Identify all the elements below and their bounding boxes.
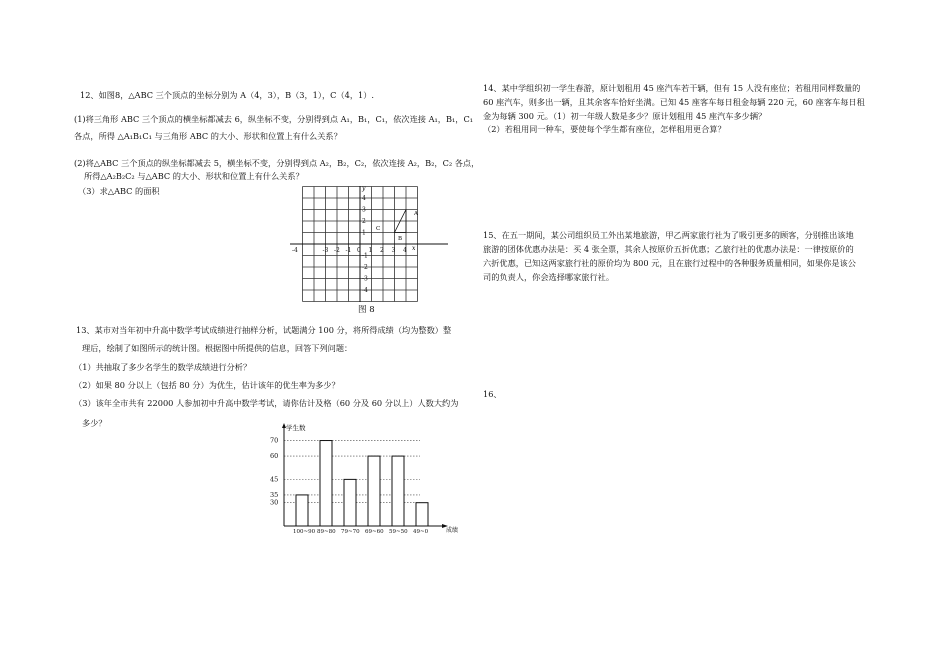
q15-line3: 六折优惠，已知这两家旅行社的原价均为 800 元，且在旅行过程中的各种服务质量相同，如果你是该公 [483,258,856,268]
y-tick-label: 4 [362,195,366,202]
y-axis-title: 学生数 [286,424,306,432]
q15-line4: 司的负责人，你会选择哪家旅行社。 [483,272,615,282]
q13-part3: （3）该年全市共有 22000 人参加初中升高中数学考试，请你估计及格（60 分及 60 分以上）人数大约为 [74,398,459,408]
y-axis-label: y [362,185,366,192]
q12-part2-line2: 所得△A₂B₂C₂ 与△ABC 的大小、形状和位置上有什么关系？ [84,171,304,181]
x-tick-label: -2 [334,247,340,254]
q14-line1: 14、某中学组织初一学生春游，原计划租用 45 座汽车若干辆，但有 15 人没有座位；若租用同样数量的 [483,83,861,93]
bar-79~70 [344,479,356,526]
x-tick-label: 89~80 [317,529,336,534]
x-tick-label: 1 [368,247,373,254]
x-tick-label: 4 [403,247,407,254]
q13-heading: 13、某市对当年初中升高中数学考试成绩进行抽样分析，试题满分 100 分，将所得成绩（均为整数）整 [76,325,452,335]
q15-line2: 旅游的团体优惠办法是：买 4 张全票，其余人按原价五折优惠；乙旅行社的优惠办法是：一律按原价的 [483,244,854,254]
y-tick-label: -3 [362,275,368,283]
x-tick-label: 0 [357,247,361,254]
point-a-label: A [414,211,418,217]
y-tick-label: 2 [362,218,366,225]
x-axis-label: x [412,245,416,252]
y-tick-label: -1 [362,252,368,260]
q14-line2: 60 座汽车，则多出一辆，且其余客车恰好坐满。已知 45 座客车每日租金每辆 220 元，60 座客车每日租 [483,97,865,107]
point-c-label: C [376,226,381,232]
q12-heading: 12、如图8，△ABC 三个顶点的坐标分别为 A（4，3），B（3，1），C（4，1）. [80,90,375,100]
x-tick-label: -1 [345,247,352,254]
q13-part2: （2）如果 80 分以上（包括 80 分）为优生，估计该年的优生率为多少？ [74,380,340,390]
score-bar-chart [270,422,470,534]
y-tick-label: 30 [270,498,279,507]
y-tick-label: 35 [270,490,279,499]
q13-part1: （1）共抽取了多少名学生的数学成绩进行分析？ [74,362,252,372]
q13-part3-cont: 多少？ [82,418,107,428]
q14-line3: 金为每辆 300 元。（1）初一年级人数是多少？原计划租用 45 座汽车多少辆？ [483,111,767,121]
q13-line2: 理后，绘制了如图所示的统计图。根据图中所提供的信息，回答下列问题： [82,343,353,353]
bar-69~60 [368,456,380,526]
q16-heading: 16、 [483,389,502,399]
q14-line4: （2）若租用同一种车，要使每个学生都有座位，怎样租用更合算？ [483,124,726,134]
x-tick-label: -4 [292,247,298,254]
point-b-label: B [398,236,403,242]
x-tick-label: 49~0 [413,529,429,534]
x-tick-label: 79~70 [341,529,360,534]
y-tick-label: 1 [362,229,366,237]
figure-8-caption: 图 8 [358,305,375,315]
x-tick-label: 2 [380,247,384,254]
q12-part1-line2: 各点，所得 △A₁B₁C₁ 与三角形 ABC 的大小、形状和位置上有什么关系？ [74,131,342,141]
coordinate-grid-figure [290,184,450,304]
q12-part2-line1: (2)将△ABC 三个顶点的纵坐标都减去 5，横坐标不变，分别得到点 A₂，B₂，C₂，依次连接 A₂，B₂，C₂ 各点， [74,158,480,168]
y-tick-label: -4 [362,287,368,294]
y-tick-label: 70 [270,436,279,445]
x-tick-label: 3 [391,247,396,254]
y-tick-label: 45 [270,475,279,484]
bar-49~0 [416,503,428,526]
bar-100~90 [296,495,308,526]
q15-line1: 15、在五一期间，某公司组织员工外出某地旅游，甲乙两家旅行社为了吸引更多的顾客，分别推出该地 [483,230,854,240]
q12-part1-line1: (1)将三角形 ABC 三个顶点的横坐标都减去 6，纵坐标不变，分别得到点 A₁，B₁，C₁，依次连接 A₁，B₁，C₁ [74,114,473,124]
y-tick-label: 60 [270,452,279,461]
x-axis-title: 成绩 [446,527,459,534]
x-tick-label: 59~50 [389,529,408,534]
x-tick-label: 100~90 [293,529,316,534]
bar-89~80 [320,441,332,526]
x-tick-label: 69~60 [365,529,384,534]
y-tick-label: 3 [362,206,366,214]
y-tick-label: -2 [362,264,368,271]
x-tick-label: -3 [322,247,329,254]
q12-part3: （3）求△ABC 的面积 [78,186,160,196]
bar-59~50 [392,456,404,526]
